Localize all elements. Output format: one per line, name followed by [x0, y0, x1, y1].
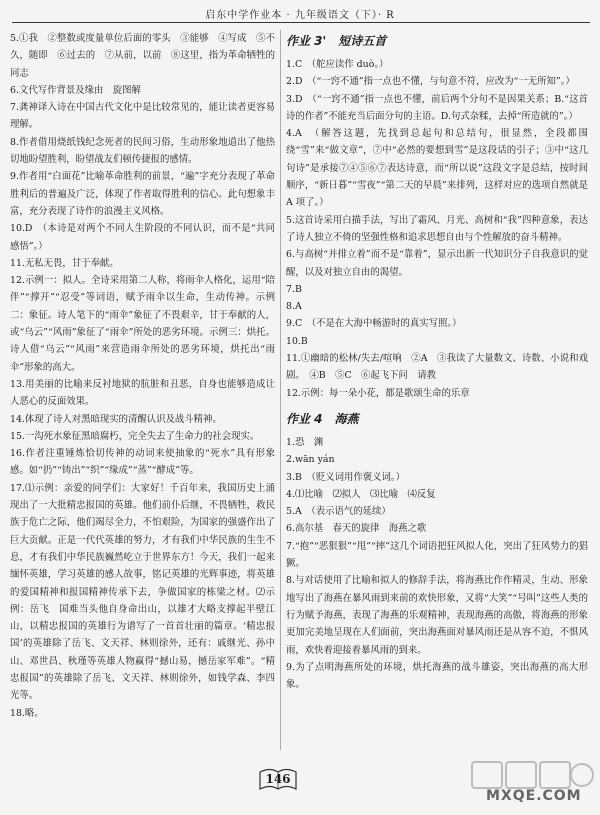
- answer-item: 9.作者用“白面花”比喻革命胜利的前景，“遍”字充分表现了革命胜利后的普遍及广泛，体现了作者取得胜利的信心。此句想象丰富，充分表现了诗作的浪漫主义风格。: [10, 171, 275, 217]
- answer-item: 11.①幽暗的松林/失去/喧响 ②A ③我读了大量数文、诗数、小说和戏剧。 ④B ⑤C ⑥起飞下问 请教: [286, 353, 588, 382]
- header-rule: [12, 22, 590, 23]
- answer-item: 10.B: [286, 335, 308, 347]
- answer-item: 3.B （贬义词用作褒义词。）: [286, 471, 405, 483]
- answer-item: 7.龚神译入诗在中国古代文化中是比较常见的，能让读者更容易理解。: [10, 102, 275, 131]
- answer-item: 18.略。: [10, 707, 44, 719]
- watermark-logo: [470, 760, 595, 812]
- answer-item: 8.A: [286, 301, 302, 313]
- answer-item: 17.⑴示例：亲爱的同学们：大家好！千百年来，我国历史上涌现出了一大批精忠报国的英雄。他们前仆后继，不畏牺牲，救民族于危亡之际，他们竭尽全力，不怕艰险，为国家的强盛作出了巨大贡献。正是一代代英雄的努力，才有我们中华民族的生生不息，才有我们中华民族巍然屹立于世界东方！今天，我们一起来缅怀英雄，学习英雄的感人故事，铭记英雄的光辉事迹，将英雄的爱国精神和报国精神传承下去，争做国家的栋梁之材。⑵示例：岳飞 国难当头他自身命出山，以雄才大略支撑起半壁江山，以精忠报国的英雄行为谱写了一首首壮丽的篇章。‘精忠报国’的英雄除了岳飞、文天祥、林则徐外，还有：戚继光、孙中山、邓世昌、秋瑾等英雄人物赢得“撼山易，撼岳家军难”。“精忠报国”的英雄除了岳飞、文天祥、林则徐外，如钱学森、李四光等。: [10, 482, 275, 702]
- answer-item: 5.这首诗采用白描手法，写出了霜风、月光、高树和“我”四种意象，表达了诗人独立不倚的坚强性格和追求思想自由与个性解放的奋斗精神。: [286, 214, 588, 243]
- section-3-name: 短诗五首: [338, 34, 387, 48]
- answer-item: 12.示例一：拟人。全诗采用第二人称，将雨伞人格化，运用“陪伴”“撑开”“忍受”等词语，赋予雨伞以生命，生动传神。示例二：象征。诗人笔下的“雨伞”象征了不畏艰辛，甘于奉献的人，或“乌云”“风雨”象征了“雨伞”所处的恶劣环境。示例三：烘托。诗人借“乌云”“风雨”来营造雨伞所处的恶劣环境，烘托出“雨伞”形象的高大。: [10, 275, 275, 373]
- answer-item: 10.D （本诗是对两个不同人生阶段的不同认识，而不是“共同感悟”。）: [10, 223, 275, 252]
- answer-item: 7.B: [286, 283, 302, 295]
- section-4-name: 海燕: [334, 411, 359, 426]
- section-3-title: [286, 32, 588, 50]
- answer-item: 8.作者借用烧纸钱纪念死者的民间习俗，生动形象地道出了他热切地盼望胜利，盼望战友们顿传捷报的感情。: [10, 136, 275, 166]
- right-column: [286, 30, 588, 693]
- section-4-title: [286, 410, 588, 428]
- section-4-label: 作业 4: [286, 411, 323, 426]
- column-divider: [280, 30, 281, 750]
- answer-item: 9.C （不是在大海中畅游时的真实写照。）: [286, 318, 462, 330]
- answer-item: 8.与对话使用了比喻和拟人的修辞手法，将海燕比作作精灵，生动、形象地写出了海燕在暴风雨到来前的欢快形象，又将“大笑”“号叫”这些人类的行为赋予海燕，表现了海燕的乐观精神，表现海燕的高傲，将海燕的形象更加完美地呈现在人们面前，突出海燕面对暴风雨还是从容不迫，不惧风雨，欢快着迎接着暴风雨的到来。: [286, 575, 588, 656]
- section-3-label: 作业 3': [286, 34, 327, 48]
- answer-item: 7.“抱”“恶狠狠”“甩”“摔”这几个词语把狂风拟人化，突出了狂风势力的猖獗。: [286, 540, 588, 570]
- answer-item: 16.作者注重锤炼恰切传神的动词来使抽象的“死水”具有形象感。如“扔”“铸出”“织”“缘成”“蒸”“酵成”等。: [10, 448, 275, 477]
- answer-item: 5.A （表示语气的延续）: [286, 506, 391, 518]
- answer-item: 15.一沟死水象征黑暗腐朽，完全失去了生命力的社会现实。: [10, 430, 260, 442]
- answer-item: 1.恐 渊: [286, 436, 324, 448]
- left-column: [10, 30, 275, 722]
- answer-item: 13.用美丽的比喻来反衬地狱的肮脏和丑恶，自身也能够造成让人恶心的反面效果。: [10, 378, 275, 408]
- answer-item: 3.D （“一窍不通”指一点也不懂，前后两个分句不是因果关系；B.“这首诗的作者”不能充当后面分句的主语。D.句式杂糅，去掉“所造就的”。）: [286, 93, 588, 122]
- answer-item: 4.A （解答这题，先找到总起句和总结句，很显然，全段都围绕“雪”来“做文章”，⑦中“必然的要想到雪”是这段话的引子；③中“这几句诗”是承接⑦④⑤⑥⑦表达诗意，而“所以说”这段文字是总结，按时间顺序，“新日暮”“雪夜”“第二天的早晨”来排列，这样对应的选项自然就是 A 项了。）: [286, 128, 588, 209]
- answer-item: 6.文代写作背景及缘由 旋图解: [10, 84, 141, 96]
- answer-item: 11.无私无畏，甘于奉献。: [10, 257, 119, 269]
- page-number: 146: [258, 766, 298, 792]
- answer-item: 5.①我 ②整数或度量单位后面的零头 ③能够 ④写成 ⑤不久，随即 ⑥过去的 ⑦从前，以前 ⑧这里，指为革命牺牲的同志: [10, 33, 275, 79]
- page-header: 启东中学作业本 · 九年级语文（下）· R: [205, 10, 395, 21]
- answer-item: 9.为了点明海燕所处的环境，烘托海燕的战斗雄姿，突出海燕的高大形象。: [286, 661, 588, 691]
- answer-item: 2.D （“一窍不通”指一点也不懂，与句意不符，应改为“一无所知”。）: [286, 76, 575, 88]
- answer-item: 6.与高树“并排立着”而不是“靠着”，显示出新一代知识分子自我意识的觉醒，以及对独立自由的渴望。: [286, 249, 588, 278]
- answer-item: 4.⑴比喻 ⑵拟人 ⑶比喻 ⑷反复: [286, 488, 436, 500]
- answer-item: 2.wān yán: [286, 454, 335, 466]
- watermark-text: MXQE.COM: [486, 788, 582, 804]
- answer-item: 6.高尔基 春天的旋律 海燕之歌: [286, 523, 427, 535]
- answer-item: 12.示例：每一朵小花，都是歌颂生命的乐章: [286, 387, 470, 399]
- answer-item: 14.体现了诗人对黑暗现实的清醒认识及战斗精神。: [10, 413, 222, 425]
- answer-item: 1.C （舵应读作 duò。）: [286, 59, 389, 70]
